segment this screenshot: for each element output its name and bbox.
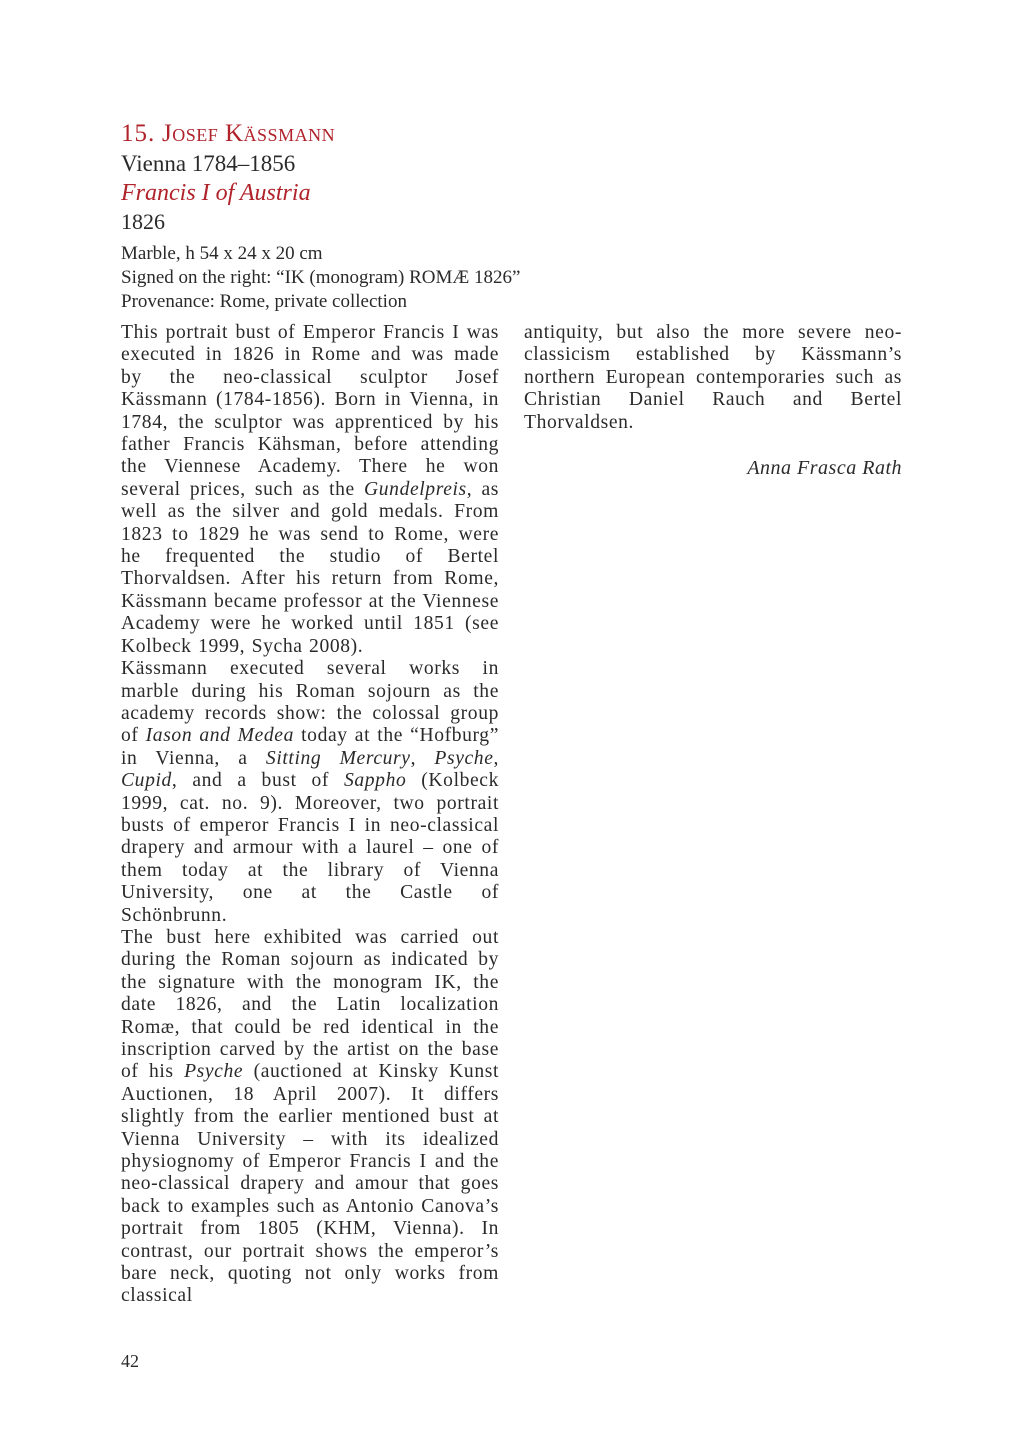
medium-dimensions: Marble, h 54 x 24 x 20 cm: [121, 243, 323, 264]
italic-term: Cupid: [121, 770, 172, 792]
author-signature: Anna Frasca Rath: [747, 457, 902, 479]
work-title: Francis I of Austria: [121, 180, 311, 206]
italic-term: Iason and Medea: [145, 725, 294, 747]
entry-number: 15.: [121, 120, 156, 147]
provenance-line: Provenance: Rome, private collection: [121, 291, 407, 312]
page-number: 42: [121, 1351, 139, 1371]
body-paragraph-2: Kässmann executed several works in marble during his Roman sojourn as the academy records show: the colossal group of Iason and Medea today at the “Hofburg” in Vienna, a Sitting Mercury, Psyche, Cupid, and a bust of Sappho (Kolbeck 1999, cat. no. 9). Moreover, two portrait busts of emperor Francis I in neo-classical drapery and armour with a laurel – one of them today at the library of Vienna University, one at the Castle of Schönbrunn.: [121, 658, 499, 926]
work-year: 1826: [121, 209, 165, 234]
italic-term: Psyche: [184, 1061, 244, 1083]
entry-header: [121, 118, 921, 314]
italic-term: Sappho: [343, 770, 407, 792]
body-paragraph-3: The bust here exhibited was carried out during the Roman sojourn as indicated by the signature with the monogram IK, the date 1826, and the Latin localization Romæ, that could be red identical in the inscription carved by the artist on the base of his Psyche (auctioned at Kinsky Kunst Auctionen, 18 April 2007). It differs slightly from the earlier mentioned bust at Vienna University – with its idealized physiognomy of Emperor Francis I and the neo-classical drapery and amour that goes back to examples such as Antonio Canova’s portrait from 1805 (KHM, Vienna). In contrast, our portrait shows the emperor’s bare neck, quoting not only works from classical: [121, 926, 499, 1307]
body-column-right: [524, 322, 902, 434]
italic-term: Gundelpreis: [364, 478, 467, 500]
body-column-left: [121, 322, 499, 1308]
artist-life-dates: Vienna 1784–1856: [121, 151, 296, 176]
artist-name: Josef Kässmann: [162, 120, 336, 147]
body-paragraph-1: This portrait bust of Emperor Francis I was executed in 1826 in Rome and was made by the neo-classical sculptor Josef Kässmann (1784-1856). Born in Vienna, in 1784, the sculptor was apprenticed by his father Francis Kähsman, before attending the Viennese Academy. There he won several prices, such as the Gundelpreis, as well as the silver and gold medals. From 1823 to 1829 he was send to Rome, were he frequented the studio of Bertel Thorvaldsen. After his return from Rome, Kässmann became professor at the Viennese Academy were he worked until 1851 (see Kolbeck 1999, Sycha 2008).: [121, 322, 499, 657]
body-paragraph-3-continued: antiquity, but also the more severe neo-classicism established by Kässmann’s northern European contemporaries such as Christian Daniel Rauch and Bertel Thorvaldsen.: [524, 322, 902, 433]
italic-term: Psyche: [434, 747, 494, 769]
entry-title: [121, 118, 921, 150]
signature-line: Signed on the right: “IK (monogram) ROMÆ 1826”: [121, 267, 521, 288]
italic-term: Sitting Mercury: [265, 747, 411, 769]
